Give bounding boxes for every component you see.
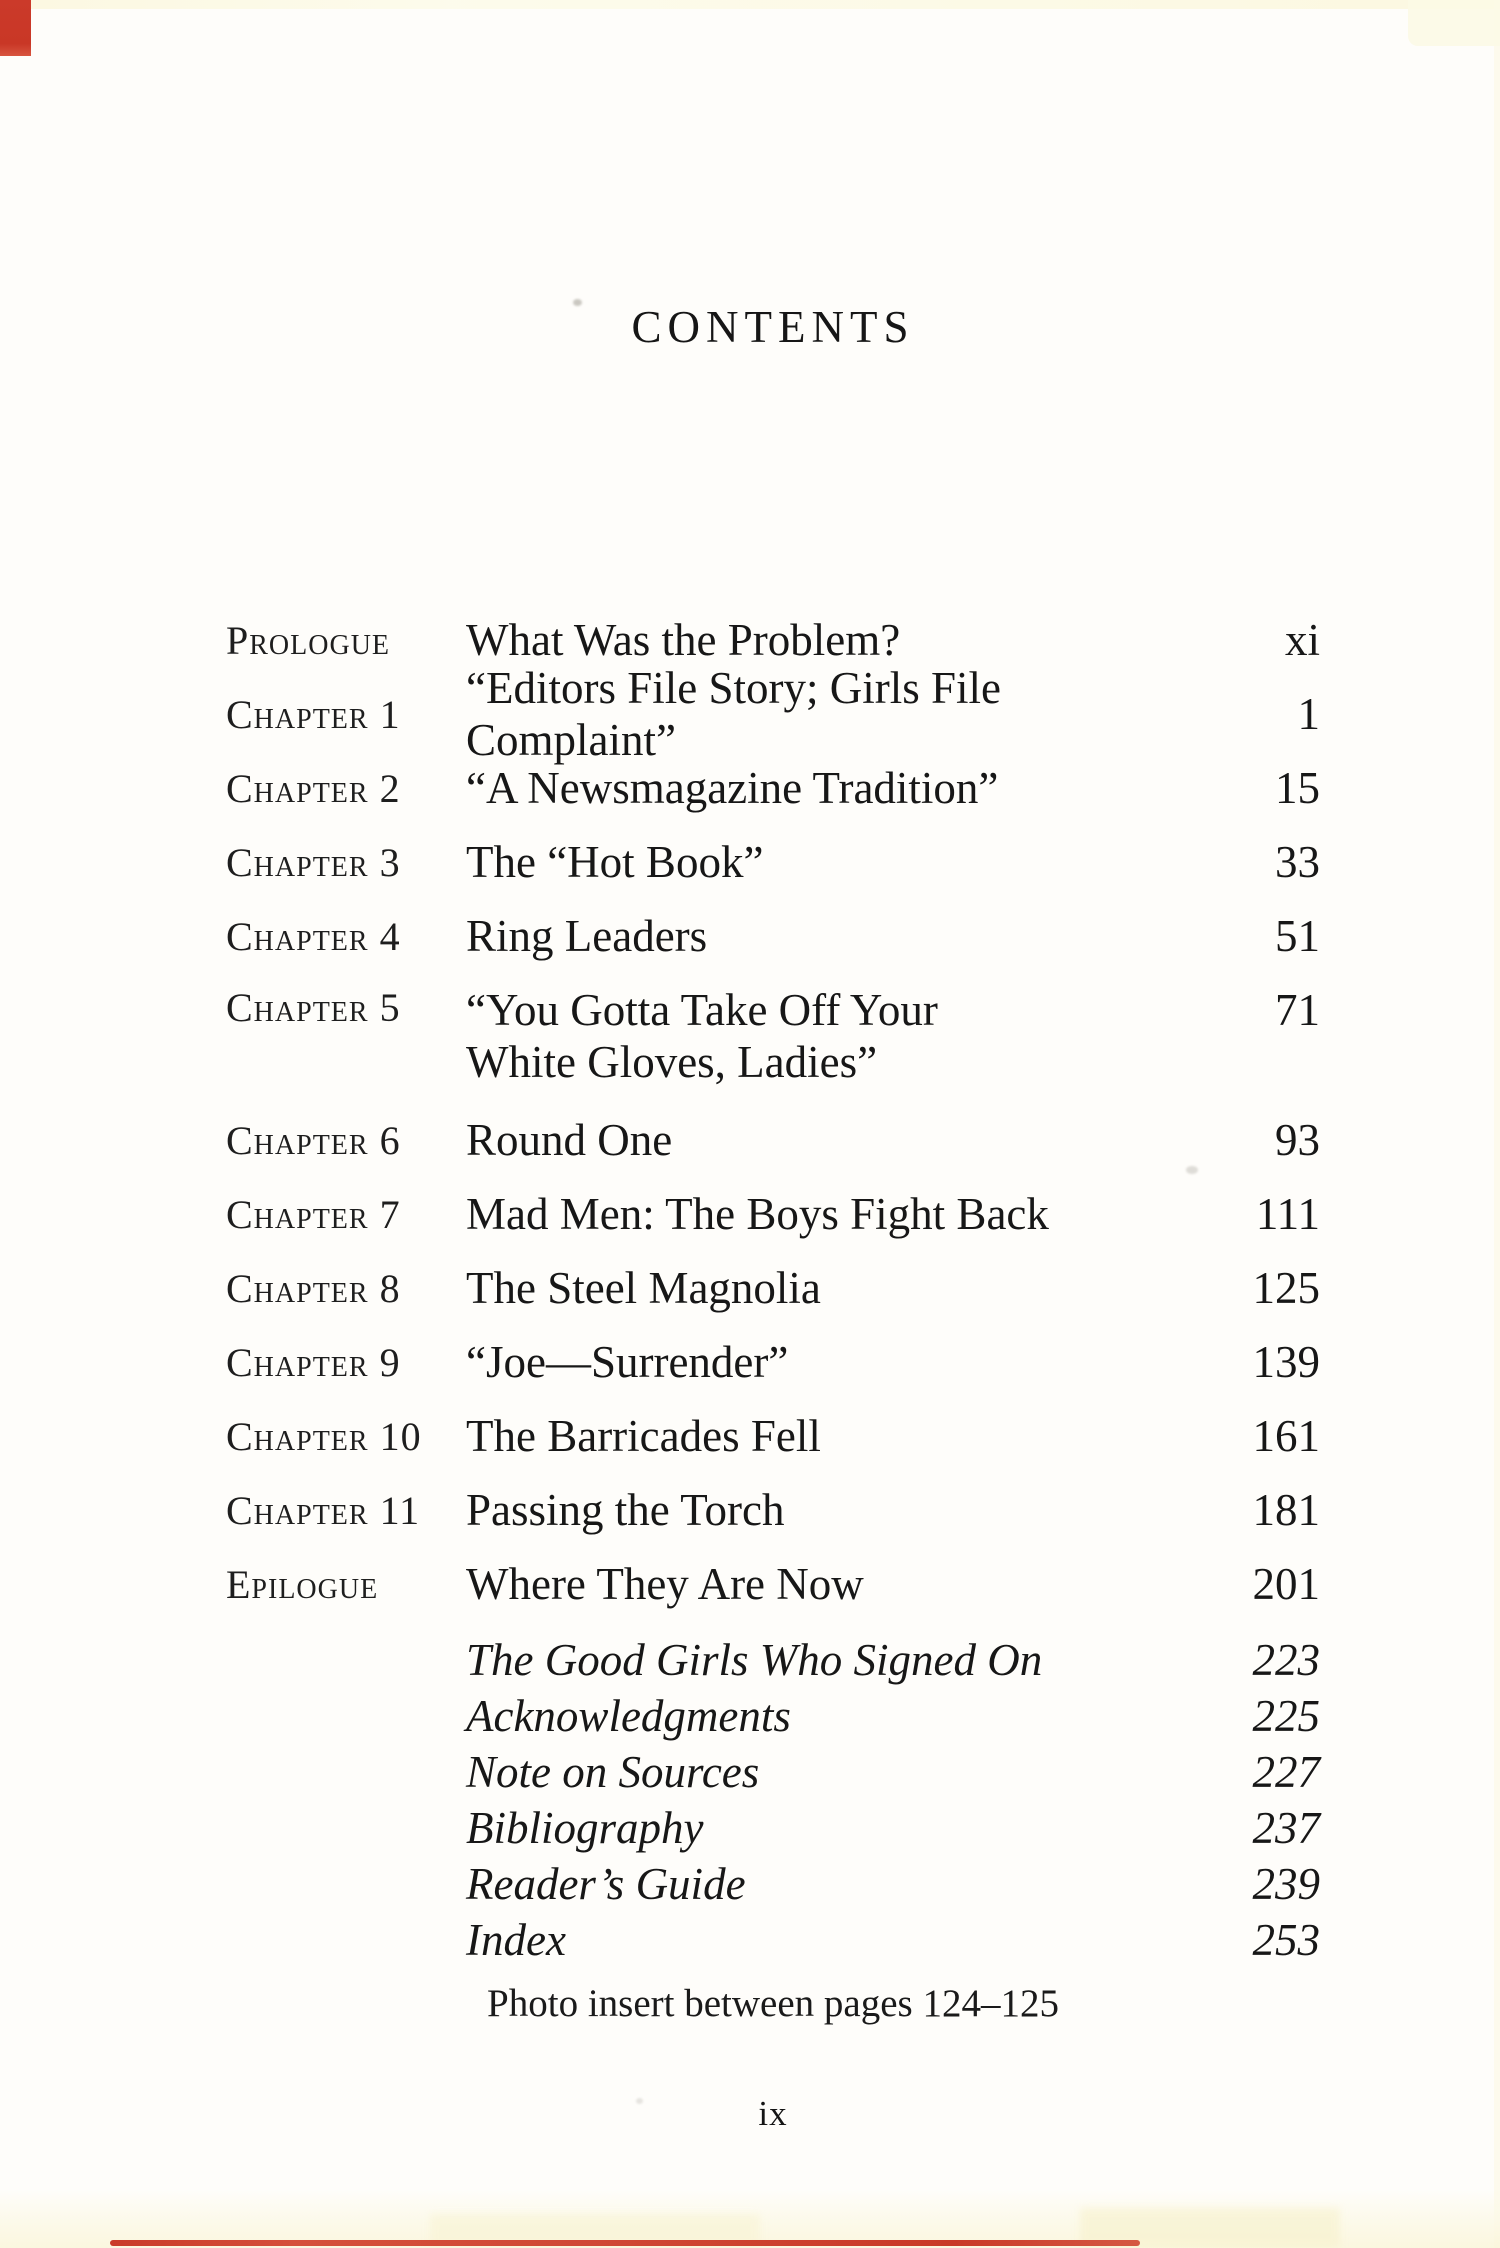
back-matter-page: 227 (1252, 1747, 1320, 1797)
scan-edge-tint-right (1494, 0, 1500, 2248)
toc-row-chapter-5 (226, 973, 1320, 1103)
toc-entry-page: 71 (1275, 985, 1320, 1035)
toc-entry-label: Chapter 10 (226, 1413, 422, 1459)
toc-row-epilogue (226, 1547, 1320, 1621)
back-matter-row (226, 1800, 1320, 1856)
toc-entry-title-line2: White Gloves, Ladies” (466, 1037, 878, 1087)
red-cover-mark-top-left (0, 0, 31, 56)
back-matter-row (226, 1912, 1320, 1968)
toc-entry-title: “Joe—Surrender” (466, 1337, 789, 1387)
toc-entry-label: Chapter 5 (226, 985, 401, 1030)
toc-entry-page: 161 (1252, 1411, 1320, 1461)
toc-entry-title: Passing the Torch (466, 1485, 785, 1535)
toc-entry-title: “Editors File Story; Girls File Complaint” (466, 663, 1001, 765)
back-matter-row (226, 1688, 1320, 1744)
toc-entry-label: Chapter 9 (226, 1339, 401, 1385)
toc-entry-title: Ring Leaders (466, 911, 708, 961)
toc-entry-page: 1 (1297, 689, 1320, 739)
back-matter-title: Note on Sources (466, 1747, 760, 1797)
toc-entry-page: 93 (1275, 1115, 1320, 1165)
toc-entry-title: What Was the Problem? (466, 615, 901, 665)
toc-entry-page: xi (1284, 615, 1320, 665)
back-matter-title: Acknowledgments (466, 1691, 791, 1741)
back-matter-page: 223 (1252, 1635, 1320, 1685)
photo-insert-note: Photo insert between pages 124–125 (487, 1982, 1059, 2025)
toc-row-chapter-4 (226, 899, 1320, 973)
back-matter-row (226, 1856, 1320, 1912)
toc-entry-title: Where They Are Now (466, 1559, 864, 1609)
table-of-contents (226, 603, 1320, 1621)
back-matter-title: Reader’s Guide (466, 1859, 746, 1909)
toc-entry-title: “A Newsmagazine Tradition” (466, 763, 999, 813)
back-matter-list (226, 1632, 1320, 1968)
toc-row-chapter-6 (226, 1103, 1320, 1177)
toc-entry-title: The Barricades Fell (466, 1411, 821, 1461)
toc-entry-page: 33 (1275, 837, 1320, 887)
toc-entry-label: Prologue (226, 617, 391, 663)
toc-row-chapter-9 (226, 1325, 1320, 1399)
toc-entry-page: 15 (1275, 763, 1320, 813)
toc-entry-label: Chapter 11 (226, 1487, 421, 1533)
toc-entry-label: Chapter 6 (226, 1117, 401, 1163)
toc-entry-title: Mad Men: The Boys Fight Back (466, 1189, 1049, 1239)
toc-entry-label: Chapter 7 (226, 1191, 401, 1237)
toc-entry-label: Chapter 2 (226, 765, 401, 811)
toc-entry-page: 51 (1275, 911, 1320, 961)
toc-entry-page: 181 (1252, 1485, 1320, 1535)
toc-row-chapter-3 (226, 825, 1320, 899)
toc-row-chapter-2 (226, 751, 1320, 825)
back-matter-title: The Good Girls Who Signed On (466, 1635, 1043, 1685)
folio-page-number: ix (758, 2094, 788, 2133)
toc-entry-page: 139 (1252, 1337, 1320, 1387)
toc-entry-title: The “Hot Book” (466, 837, 764, 887)
toc-entry-label: Chapter 3 (226, 839, 401, 885)
toc-entry-label: Epilogue (226, 1561, 379, 1607)
toc-entry-page: 201 (1252, 1559, 1320, 1609)
back-matter-row (226, 1632, 1320, 1688)
back-matter-title: Bibliography (466, 1803, 704, 1853)
contents-page (226, 0, 1320, 2248)
toc-entry-page: 111 (1255, 1189, 1320, 1239)
back-matter-page: 225 (1252, 1691, 1320, 1741)
back-matter-page: 253 (1252, 1915, 1320, 1965)
toc-row-chapter-11 (226, 1473, 1320, 1547)
toc-row-chapter-7 (226, 1177, 1320, 1251)
toc-row-chapter-8 (226, 1251, 1320, 1325)
page-title: CONTENTS (631, 302, 915, 352)
toc-row-chapter-10 (226, 1399, 1320, 1473)
back-matter-row (226, 1744, 1320, 1800)
back-matter-title: Index (466, 1915, 566, 1965)
back-matter-page: 239 (1252, 1859, 1320, 1909)
toc-entry-title: The Steel Magnolia (466, 1263, 821, 1313)
scan-corner-tint-top-right (1408, 0, 1500, 46)
toc-entry-title-line1: “You Gotta Take Off Your (466, 985, 938, 1035)
toc-entry-title: Round One (466, 1115, 673, 1165)
toc-entry-label: Chapter 1 (226, 691, 401, 737)
toc-row-chapter-1 (226, 663, 1320, 765)
toc-entry-label: Chapter 8 (226, 1265, 401, 1311)
toc-entry-label: Chapter 4 (226, 913, 401, 959)
toc-entry-page: 125 (1252, 1263, 1320, 1313)
back-matter-page: 237 (1252, 1803, 1320, 1853)
toc-entry-title (466, 973, 1208, 1088)
